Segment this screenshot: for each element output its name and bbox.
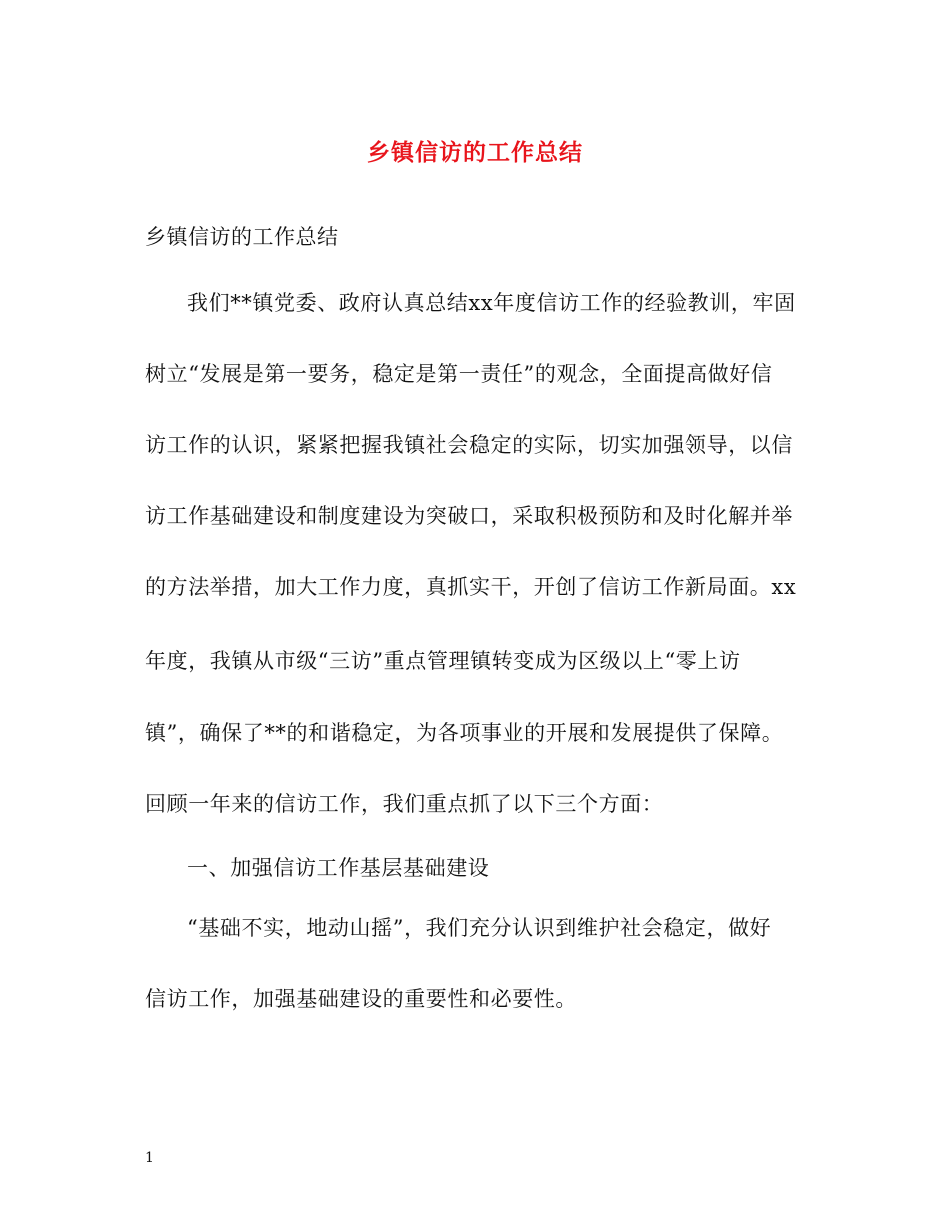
- paragraph-line-2: 树立“发展是第一要务，稳定是第一责任”的观念，全面提高做好信: [145, 362, 773, 386]
- document-subtitle: 乡镇信访的工作总结: [145, 225, 339, 249]
- paragraph-line-3: 访工作的认识，紧紧把握我镇社会稳定的实际，切实加强领导，以信: [145, 433, 793, 457]
- paragraph-line-1: 我们**镇党委、政府认真总结xx年度信访工作的经验教训，牢固: [187, 291, 796, 315]
- paragraph-line-9: “基础不实，地动山摇”，我们充分认识到维护社会稳定，做好: [187, 916, 772, 940]
- paragraph-line-6: 年度，我镇从市级“三访”重点管理镇转变成为区级以上“零上访: [145, 649, 741, 673]
- section-heading-1: 一、加强信访工作基层基础建设: [187, 856, 490, 880]
- paragraph-line-4: 访工作基础建设和制度建设为突破口，采取积极预防和及时化解并举: [145, 504, 793, 528]
- paragraph-line-8: 回顾一年来的信访工作，我们重点抓了以下三个方面：: [145, 792, 664, 816]
- paragraph-line-5: 的方法举措，加大工作力度，真抓实干，开创了信访工作新局面。xx: [145, 575, 797, 599]
- document-title: 乡镇信访的工作总结: [367, 139, 583, 166]
- page-number: 1: [145, 1150, 154, 1166]
- paragraph-line-7: 镇”，确保了**的和谐稳定，为各项事业的开展和发展提供了保障。: [145, 721, 784, 745]
- paragraph-line-10: 信访工作，加强基础建设的重要性和必要性。: [145, 987, 577, 1011]
